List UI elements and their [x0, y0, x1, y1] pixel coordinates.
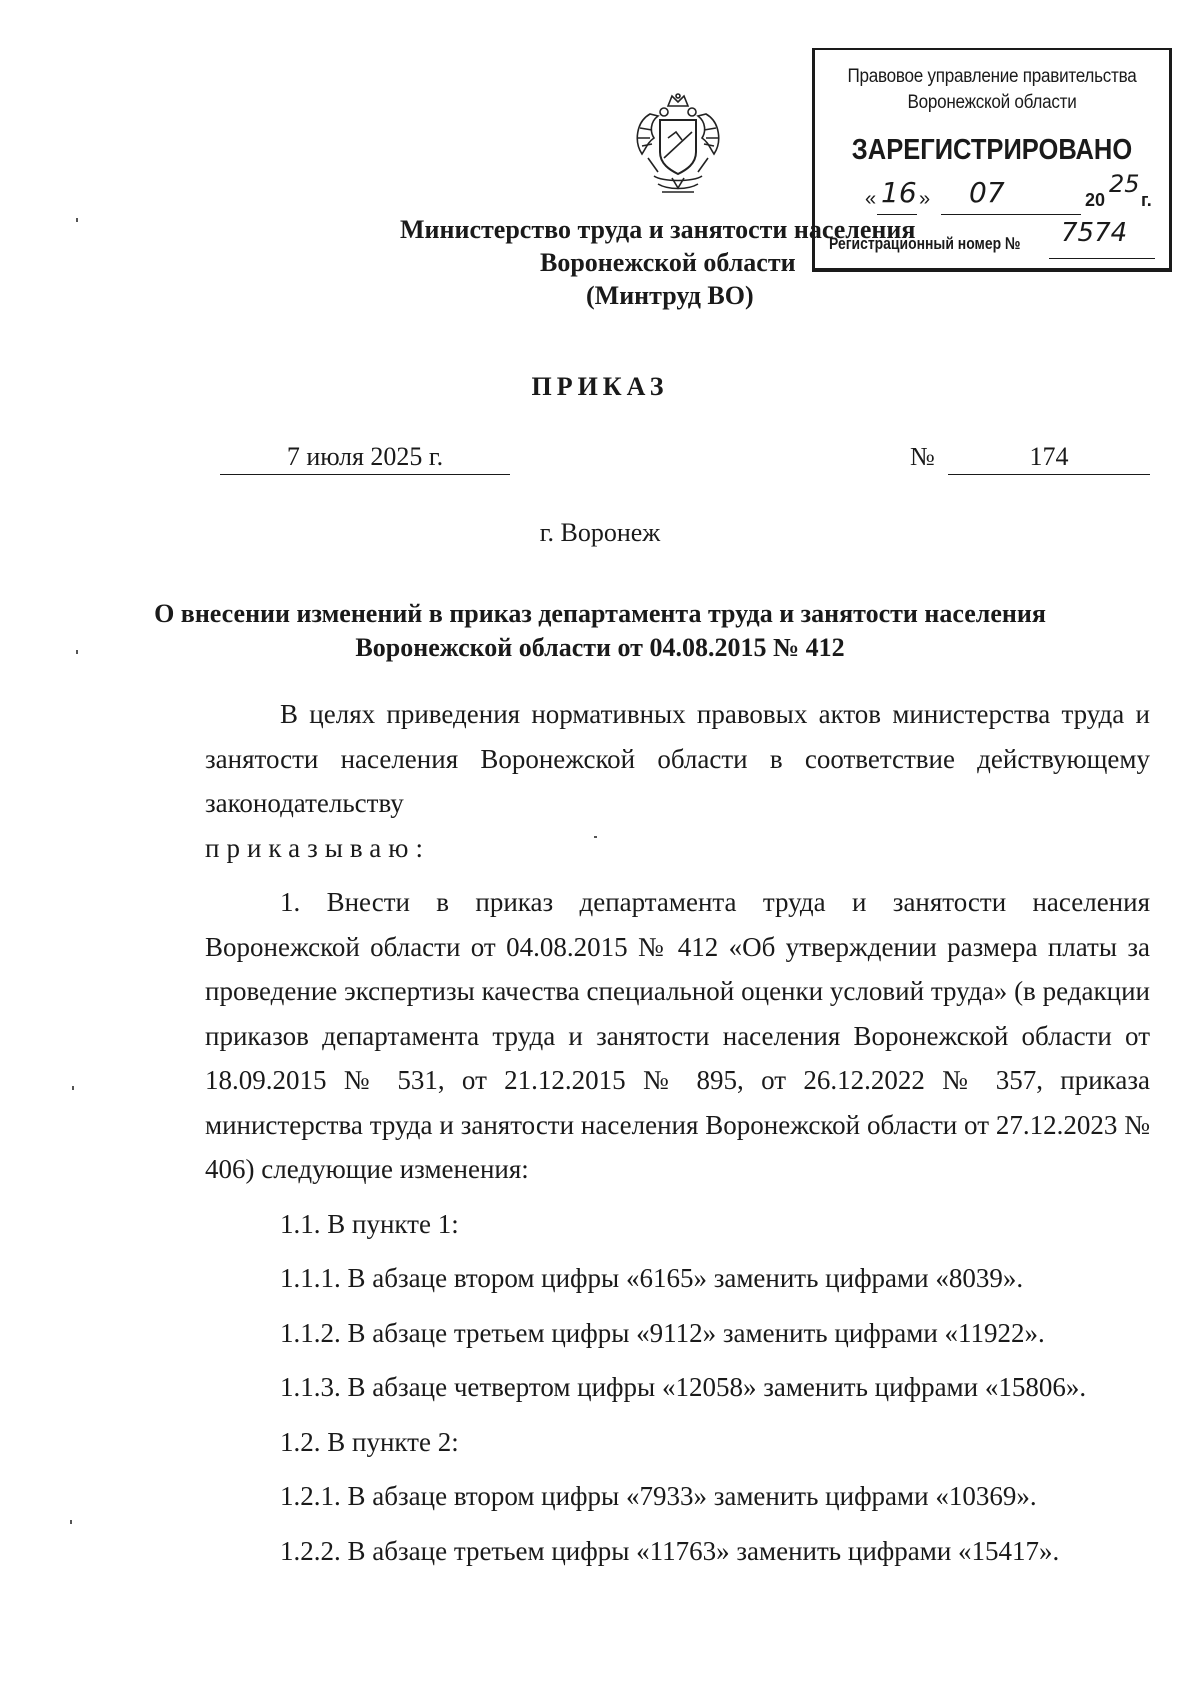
order-number-label: №: [910, 442, 935, 471]
stamp-agency-line2: Воронежской области: [907, 92, 1077, 113]
stamp-date-g: г.: [1141, 190, 1152, 210]
stamp-date-year-suffix: 25: [1109, 170, 1140, 198]
quote-open-icon: «: [865, 188, 877, 210]
stamp-date: [851, 170, 1152, 216]
scan-speck: [76, 650, 78, 654]
order-word: приказываю:: [205, 832, 430, 863]
stamp-status: ЗАРЕГИСТРИРОВАНО: [851, 134, 1133, 166]
list-item: 1.1.2. В абзаце третьем цифры «9112» заменить цифрами «11922».: [280, 1317, 1045, 1348]
scan-speck: [70, 1520, 72, 1524]
list-item: 1.1.3. В абзаце четвертом цифры «12058» заменить цифрами «15806».: [280, 1372, 1087, 1402]
stamp-reg-label: Регистрационный номер №: [829, 234, 1021, 253]
scan-speck: [76, 218, 78, 222]
stamp-date-day: 16: [881, 176, 917, 209]
coat-of-arms-icon: [628, 92, 728, 200]
list-item: 1.1. В пункте 1:: [280, 1208, 459, 1239]
quote-close-icon: »: [919, 188, 931, 210]
ministry-name-line2: Воронежской области: [540, 248, 796, 277]
list-item: 1.2.2. В абзаце третьем цифры «11763» заменить цифрами «15417».: [280, 1535, 1060, 1566]
stamp-agency-line1: Правовое управление правительства: [847, 66, 1137, 87]
stamp-reg-value: 7574: [1061, 218, 1128, 248]
order-body: [205, 692, 1150, 1573]
stamp-date-year-prefix: 20: [1085, 190, 1106, 210]
intro-paragraph: В целях приведения нормативных правовых актов министерства труда и занятости населения Воронежской области в соответствие действующему законодательству: [205, 699, 1150, 818]
order-number: 174: [948, 442, 1150, 475]
list-item: 1.1.1. В абзаце втором цифры «6165» заменить цифрами «8039».: [280, 1263, 1024, 1293]
ministry-name-line1: Министерство труда и занятости населения: [400, 215, 916, 244]
city: г. Воронеж: [539, 518, 661, 547]
paragraph-1: 1. Внести в приказ департамента труда и занятости населения Воронежской области от 04.08.2015 № 412 «Об утверждении размера платы за проведение экспертизы качества специальной оценки условий труда» (в редакции приказов департамента труда и занятости населения Воронежской области от 18.09.2015 № 531, от 21.12.2015 № 895, от 26.12.2022 № 357, приказа министерства труда и занятости населения Воронежской области от 27.12.2023 № 406) следующие изменения:: [205, 887, 1150, 1184]
scan-speck: [72, 1086, 74, 1090]
order-subject: О внесении изменений в приказ департамента труда и занятости населения Воронежской области от 04.08.2015 № 412: [154, 599, 1046, 662]
document-title: ПРИКАЗ: [531, 372, 669, 401]
list-item: 1.2. В пункте 2:: [280, 1426, 459, 1457]
list-item: 1.2.1. В абзаце втором цифры «7933» заменить цифрами «10369».: [280, 1481, 1037, 1511]
order-date: 7 июля 2025 г.: [220, 442, 510, 475]
scan-speck: [594, 836, 597, 838]
stamp-date-month: 07: [969, 176, 1005, 209]
ministry-short-name: (Минтруд ВО): [586, 281, 754, 310]
